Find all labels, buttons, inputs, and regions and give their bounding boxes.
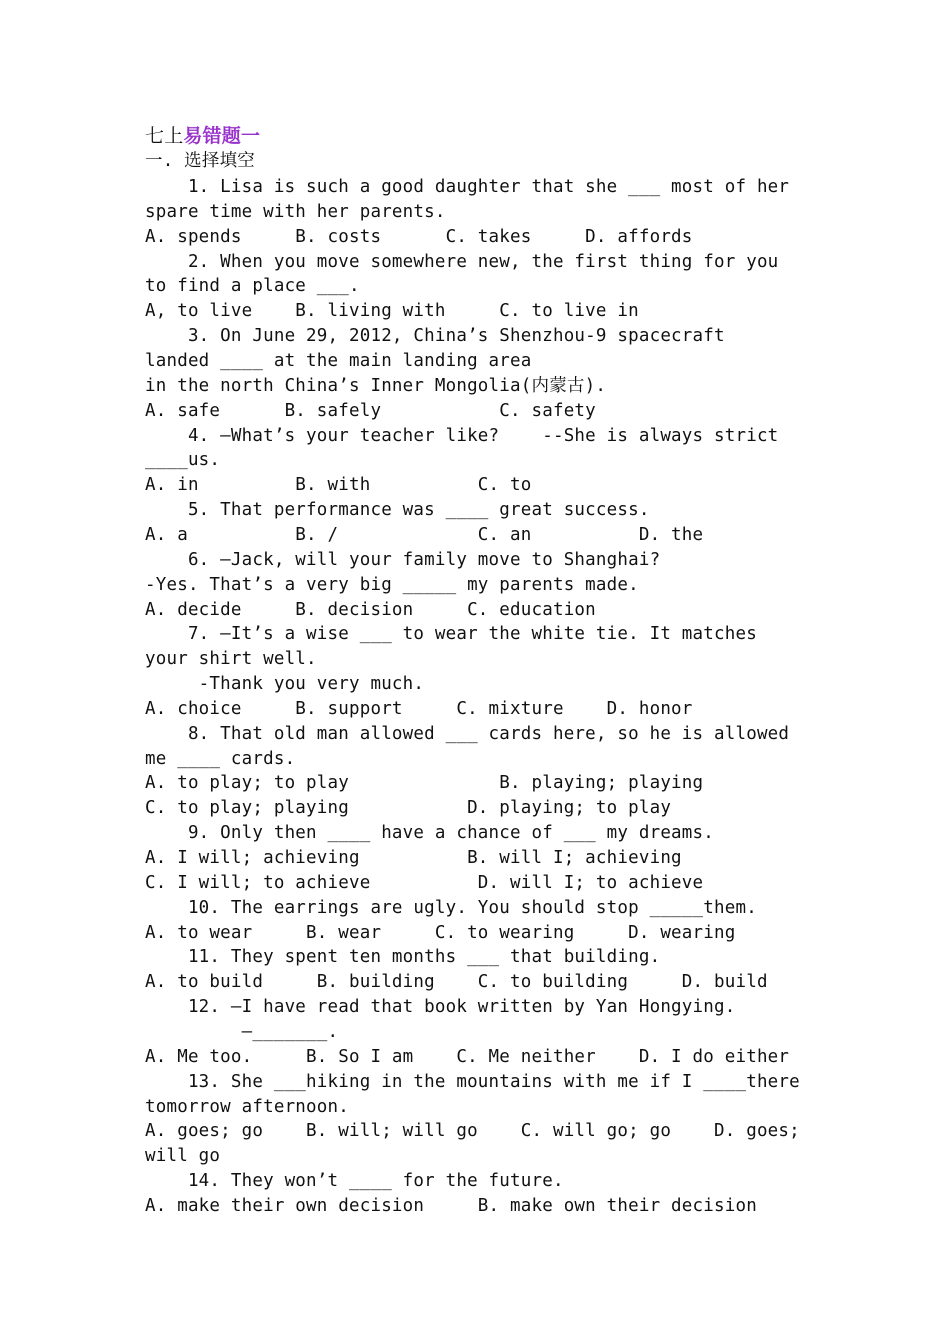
text-line: will go <box>145 1146 221 1167</box>
title-prefix: 七上 <box>145 125 184 147</box>
section-heading: 一. 选择填空 <box>145 151 255 171</box>
text-line: A. goes; go B. will; will go C. will go; go D. goes; <box>145 1121 800 1142</box>
text-line: A. Me too. B. So I am C. Me neither D. I do either <box>145 1046 790 1067</box>
text-line: 14. They won’t ____ for the future. <box>145 1171 564 1191</box>
text-line: A. to build B. building C. to building D. build <box>145 972 768 993</box>
text-line: your shirt well. <box>145 649 317 670</box>
text-line: 8. That old man allowed ___ cards here, so he is allowed <box>145 723 790 744</box>
text-line: A. I will; achieving B. will I; achieving <box>145 848 682 868</box>
text-line: 13. She ___hiking in the mountains with me if I ____there <box>145 1071 800 1092</box>
text-line: to find a place ___. <box>145 276 360 297</box>
text-line: A. to wear B. wear C. to wearing D. wearing <box>145 922 736 943</box>
text-line: 5. That performance was ____ great success. <box>145 500 650 521</box>
text-line: 6. –Jack, will your family move to Shanghai? <box>145 549 661 570</box>
text-line: A. choice B. support C. mixture D. honor <box>145 698 693 719</box>
text-line: A. in B. with C. to <box>145 475 532 496</box>
text-line: tomorrow afternoon. <box>145 1096 349 1117</box>
text-line: me ____ cards. <box>145 748 296 769</box>
text-line: -Yes. That’s a very big _____ my parents made. <box>145 574 639 595</box>
text-line: 7. –It’s a wise ___ to wear the white tie. It matches <box>145 624 757 645</box>
text-line: 10. The earrings are ugly. You should stop _____them. <box>145 897 757 918</box>
text-line: A, to live B. living with C. to live in <box>145 301 639 322</box>
text-line: 2. When you move somewhere new, the first thing for you <box>145 251 779 272</box>
text-line: -Thank you very much. <box>145 674 425 694</box>
text-line: –_______. <box>145 1021 339 1042</box>
text-line: 3. On June 29, 2012, China’s Shenzhou-9 spacecraft <box>145 326 725 347</box>
text-line: 9. Only then ____ have a chance of ___ my dreams. <box>145 823 715 844</box>
text-line: 1. Lisa is such a good daughter that she ___ most of her <box>145 177 790 197</box>
text-line: C. to play; playing D. playing; to play <box>145 798 672 819</box>
text-line: A. to play; to play B. playing; playing <box>145 773 704 794</box>
text-line: spare time with her parents. <box>145 201 446 222</box>
title-accent: 易错题一 <box>183 125 261 147</box>
document-title <box>145 124 260 148</box>
text-line: 4. –What’s your teacher like? --She is always strict <box>145 425 779 446</box>
text-line: A. safe B. safely C. safety <box>145 400 596 421</box>
text-line: A. a B. / C. an D. the <box>145 524 704 545</box>
text-line: ____us. <box>145 450 221 471</box>
text-line: 12. –I have read that book written by Yan Hongying. <box>145 997 736 1018</box>
text-line: A. make their own decision B. make own their decision <box>145 1195 757 1216</box>
text-line: landed ____ at the main landing area <box>145 351 532 371</box>
text-line: A. spends B. costs C. takes D. affords <box>145 226 693 247</box>
text-line: A. decide B. decision C. education <box>145 599 596 620</box>
text-line: in the north China’s Inner Mongolia(内蒙古). <box>145 375 607 396</box>
text-line: 11. They spent ten months ___ that building. <box>145 947 661 968</box>
text-line: C. I will; to achieve D. will I; to achieve <box>145 872 704 893</box>
